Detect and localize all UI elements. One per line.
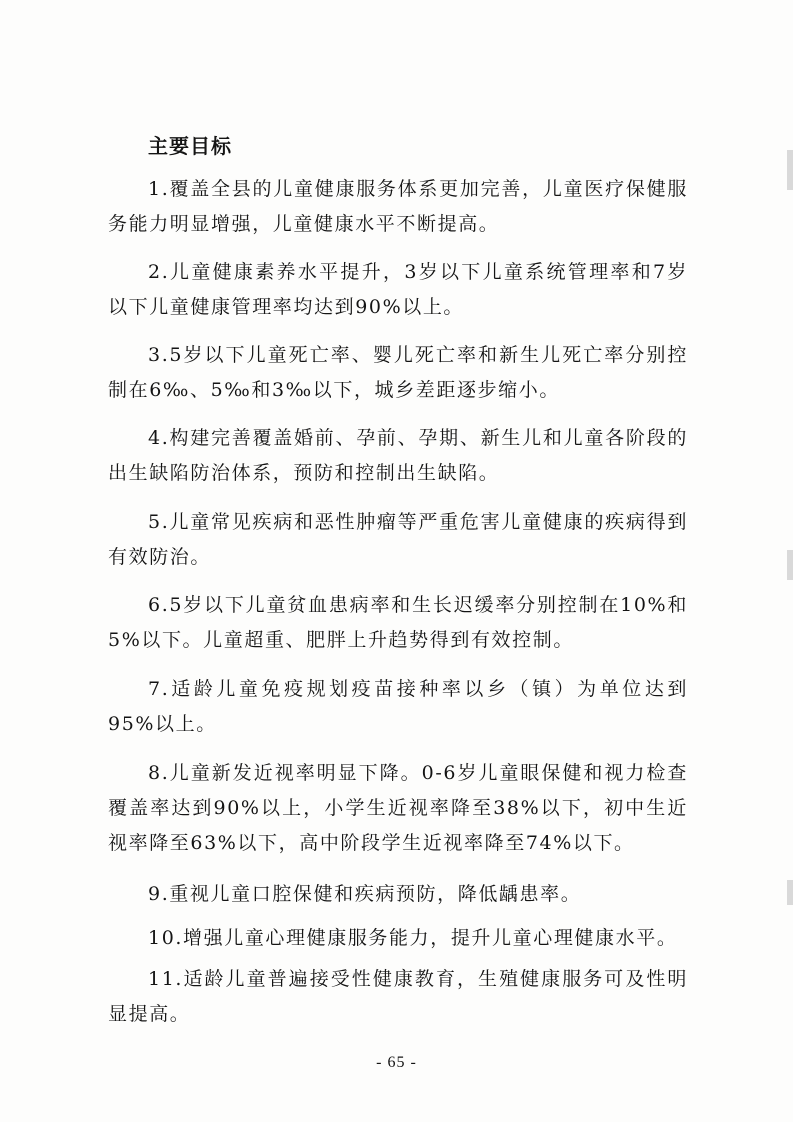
page-number: - 65 - (376, 1054, 417, 1071)
section-heading: 主要目标 (148, 134, 232, 158)
goal-item-2: 2.儿童健康素养水平提升，3岁以下儿童系统管理率和7岁以下儿童健康管理率均达到90%以上。 (108, 261, 688, 318)
goal-item-7: 7.适龄儿童免疫规划疫苗接种率以乡（镇）为单位达到95%以上。 (108, 678, 688, 735)
goal-item-6: 6.5岁以下儿童贫血患病率和生长迟缓率分别控制在10%和5%以下。儿童超重、肥胖上升趋势得到有效控制。 (108, 594, 688, 651)
scan-artifact (787, 150, 793, 190)
scan-artifact (787, 550, 793, 580)
goal-item-9: 9.重视儿童口腔保健和疾病预防，降低龋患率。 (148, 883, 582, 905)
scan-artifact (787, 880, 793, 905)
goal-item-11: 11.适龄儿童普遍接受性健康教育，生殖健康服务可及性明显提高。 (108, 968, 688, 1025)
goal-item-1: 1.覆盖全县的儿童健康服务体系更加完善，儿童医疗保健服务能力明显增强，儿童健康水平不断提高。 (108, 178, 688, 235)
goal-item-4: 4.构建完善覆盖婚前、孕前、孕期、新生儿和儿童各阶段的出生缺陷防治体系，预防和控制出生缺陷。 (108, 427, 688, 484)
goal-item-10: 10.增强儿童心理健康服务能力，提升儿童心理健康水平。 (148, 927, 678, 949)
goal-item-5: 5.儿童常见疾病和恶性肿瘤等严重危害儿童健康的疾病得到有效防治。 (108, 511, 688, 568)
goal-item-3: 3.5岁以下儿童死亡率、婴儿死亡率和新生儿死亡率分别控制在6‰、5‰和3‰以下，城乡差距逐步缩小。 (108, 344, 688, 401)
goal-item-8: 8.儿童新发近视率明显下降。0-6岁儿童眼保健和视力检查覆盖率达到90%以上，小学生近视率降至38%以下，初中生近视率降至63%以下，高中阶段学生近视率降至74%以下。 (108, 762, 688, 854)
